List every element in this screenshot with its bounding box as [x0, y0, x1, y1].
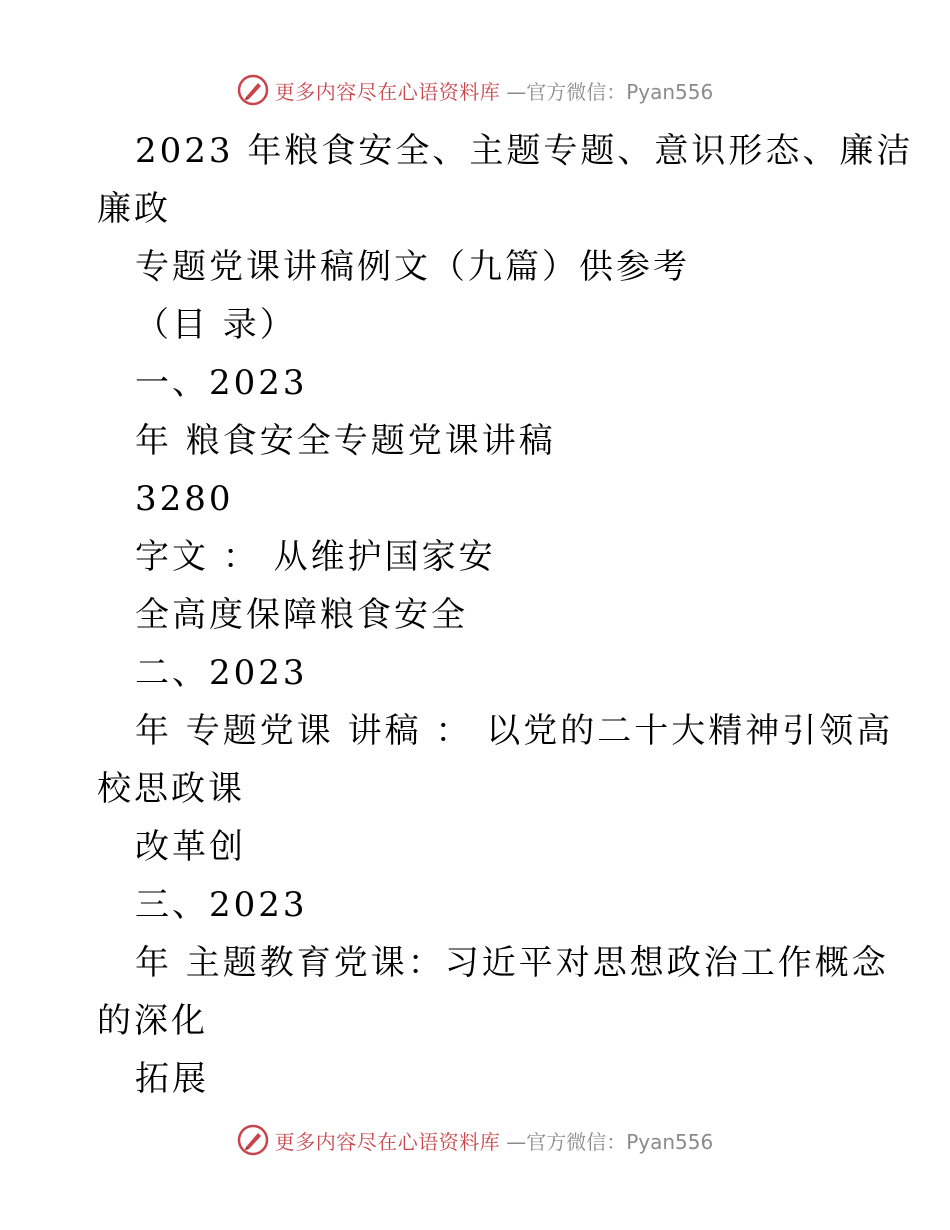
toc-item-1-title: 年 粮食安全专题党课讲稿 — [135, 421, 556, 461]
watermark-wechat-text: —官方微信：Pyan556 — [506, 79, 714, 104]
watermark-main-text: 更多内容尽在心语资料库 — [274, 1129, 501, 1154]
toc-item-2-number: 二、2023 — [135, 653, 308, 693]
quill-logo-icon — [237, 74, 269, 106]
subtitle-line: 专题党课讲稿例文（九篇）供参考 — [135, 247, 690, 287]
toc-item-1-count: 3280 — [135, 479, 234, 519]
toc-item-1-subtitle-b: 全高度保障粮食安全 — [135, 595, 468, 635]
toc-item-3-title-a: 年 主题教育党课：习近平对思想政治工作概念 — [135, 943, 889, 983]
toc-item-2-title-c: 改革创 — [135, 827, 246, 867]
toc-item-1-number: 一、2023 — [135, 363, 308, 403]
title-line-1: 2023 年粮食安全、主题专题、意识形态、廉洁 — [135, 131, 914, 171]
toc-item-3-number: 三、2023 — [135, 885, 308, 925]
header-watermark — [0, 70, 950, 110]
watermark-wechat-text: —官方微信：Pyan556 — [506, 1129, 714, 1154]
toc-heading: （目 录） — [135, 305, 297, 345]
quill-logo-icon — [237, 1124, 269, 1156]
toc-item-3-title-c: 拓展 — [135, 1059, 209, 1099]
footer-watermark — [0, 1120, 950, 1160]
toc-item-2-title-a: 年 专题党课 讲稿 ： 以党的二十大精神引领高 — [135, 711, 894, 751]
toc-item-1-subtitle-a: 字文 ： 从维护国家安 — [135, 537, 496, 577]
document-body — [97, 122, 914, 1108]
toc-item-3-title-b: 的深化 — [97, 1001, 208, 1041]
title-line-2: 廉政 — [97, 189, 171, 229]
toc-item-2-title-b: 校思政课 — [97, 769, 245, 809]
watermark-main-text: 更多内容尽在心语资料库 — [274, 79, 501, 104]
